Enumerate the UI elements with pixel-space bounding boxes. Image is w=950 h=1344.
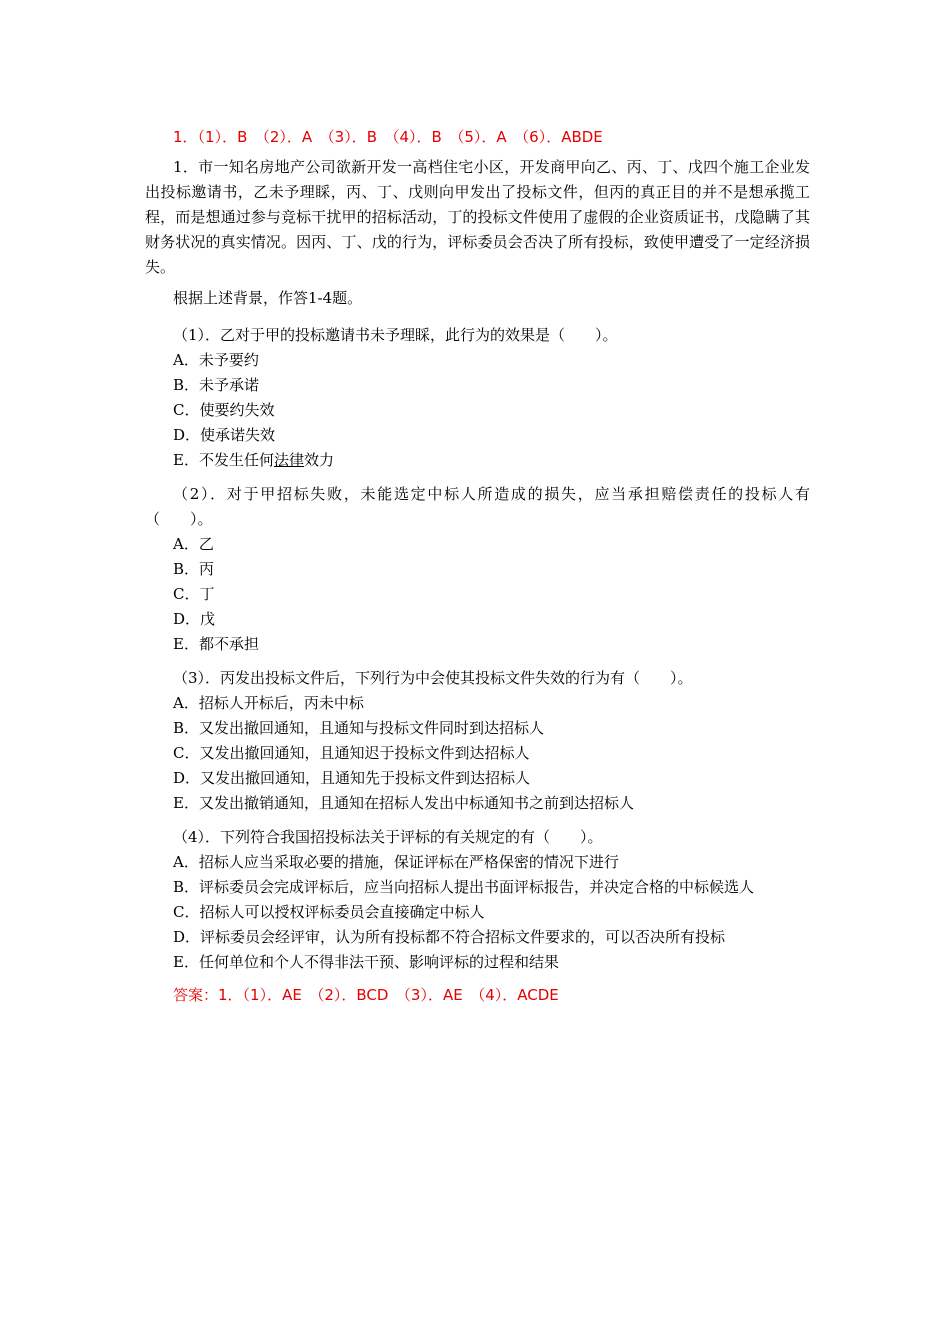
question-3-option-a: A．招标人开标后，丙未中标 bbox=[173, 694, 364, 712]
question-3-option-d: D．又发出撤回通知，且通知先于投标文件到达招标人 bbox=[173, 769, 531, 787]
question-1-option-e bbox=[145, 448, 810, 473]
question-2-stem: （2）．对于甲招标失败，未能选定中标人所造成的损失，应当承担赔偿责任的投标人有（ ）。 bbox=[145, 485, 810, 528]
question-2-option-d: D．戊 bbox=[173, 610, 216, 628]
question-1-option-b: B．未予承诺 bbox=[173, 376, 260, 394]
question-3 bbox=[145, 666, 810, 816]
question-1-option-e-suffix: 效力 bbox=[303, 451, 334, 469]
question-4-option-c: C．招标人可以授权评标委员会直接确定中标人 bbox=[173, 903, 485, 921]
question-2 bbox=[145, 482, 810, 657]
question-2-option-b: B．丙 bbox=[173, 560, 215, 578]
question-1-option-d: D．使承诺失效 bbox=[173, 426, 276, 444]
question-4-option-d: D．评标委员会经评审，认为所有投标都不符合招标文件要求的，可以否决所有投标 bbox=[173, 928, 726, 946]
question-1-option-a: A．未予要约 bbox=[173, 351, 259, 369]
question-4-stem: （4）．下列符合我国招投标法关于评标的有关规定的有（ ）。 bbox=[173, 828, 603, 846]
law-link[interactable]: 法律 bbox=[273, 451, 304, 469]
document-page bbox=[145, 125, 810, 1007]
question-2-option-c: C．丁 bbox=[173, 585, 215, 603]
question-3-stem: （3）．丙发出投标文件后，下列行为中会使其投标文件失效的行为有（ ）。 bbox=[173, 669, 693, 687]
question-4-option-e: E．任何单位和个人不得非法干预、影响评标的过程和结果 bbox=[173, 953, 559, 971]
question-1-option-c: C．使要约失效 bbox=[173, 401, 275, 419]
question-4 bbox=[145, 825, 810, 975]
question-4-option-a: A．招标人应当采取必要的措施，保证评标在严格保密的情况下进行 bbox=[173, 853, 619, 871]
case-background-paragraph: 1．市一知名房地产公司欲新开发一高档住宅小区，开发商甲向乙、丙、丁、戊四个施工企业发出投标邀请书，乙未予理睬，丙、丁、戊则向甲发出了投标文件，但丙的真正目的并不是想承揽工程，而是想通过参与竞标干扰甲的招标活动，丁的投标文件使用了虚假的企业资质证书，戊隐瞒了其财务状况的真实情况。因丙、丁、戊的行为，评标委员会否决了所有投标，致使甲遭受了一定经济损失。 bbox=[145, 158, 810, 276]
question-2-option-e: E．都不承担 bbox=[173, 635, 259, 653]
question-3-option-b: B．又发出撤回通知，且通知与投标文件同时到达招标人 bbox=[173, 719, 545, 737]
instruction-text: 根据上述背景，作答1-4题。 bbox=[173, 289, 363, 307]
question-1 bbox=[145, 323, 810, 473]
question-3-option-c: C．又发出撤回通知，且通知迟于投标文件到达招标人 bbox=[173, 744, 530, 762]
question-2-option-a: A．乙 bbox=[173, 535, 214, 553]
final-answer-line: 答案：1．（1）．AE （2）．BCD （3）．AE （4）．ACDE bbox=[173, 986, 559, 1004]
question-4-option-b: B．评标委员会完成评标后，应当向招标人提出书面评标报告，并决定合格的中标候选人 bbox=[173, 878, 755, 896]
question-1-stem: （1）．乙对于甲的投标邀请书未予理睬，此行为的效果是（ ）。 bbox=[173, 326, 618, 344]
question-3-option-e: E．又发出撤销通知，且通知在招标人发出中标通知书之前到达招标人 bbox=[173, 794, 634, 812]
top-answer-line: 1．（1）．B （2）．A （3）．B （4）．B （5）．A （6）．ABDE bbox=[173, 128, 603, 146]
question-1-option-e-prefix: E．不发生任何 bbox=[173, 451, 274, 469]
